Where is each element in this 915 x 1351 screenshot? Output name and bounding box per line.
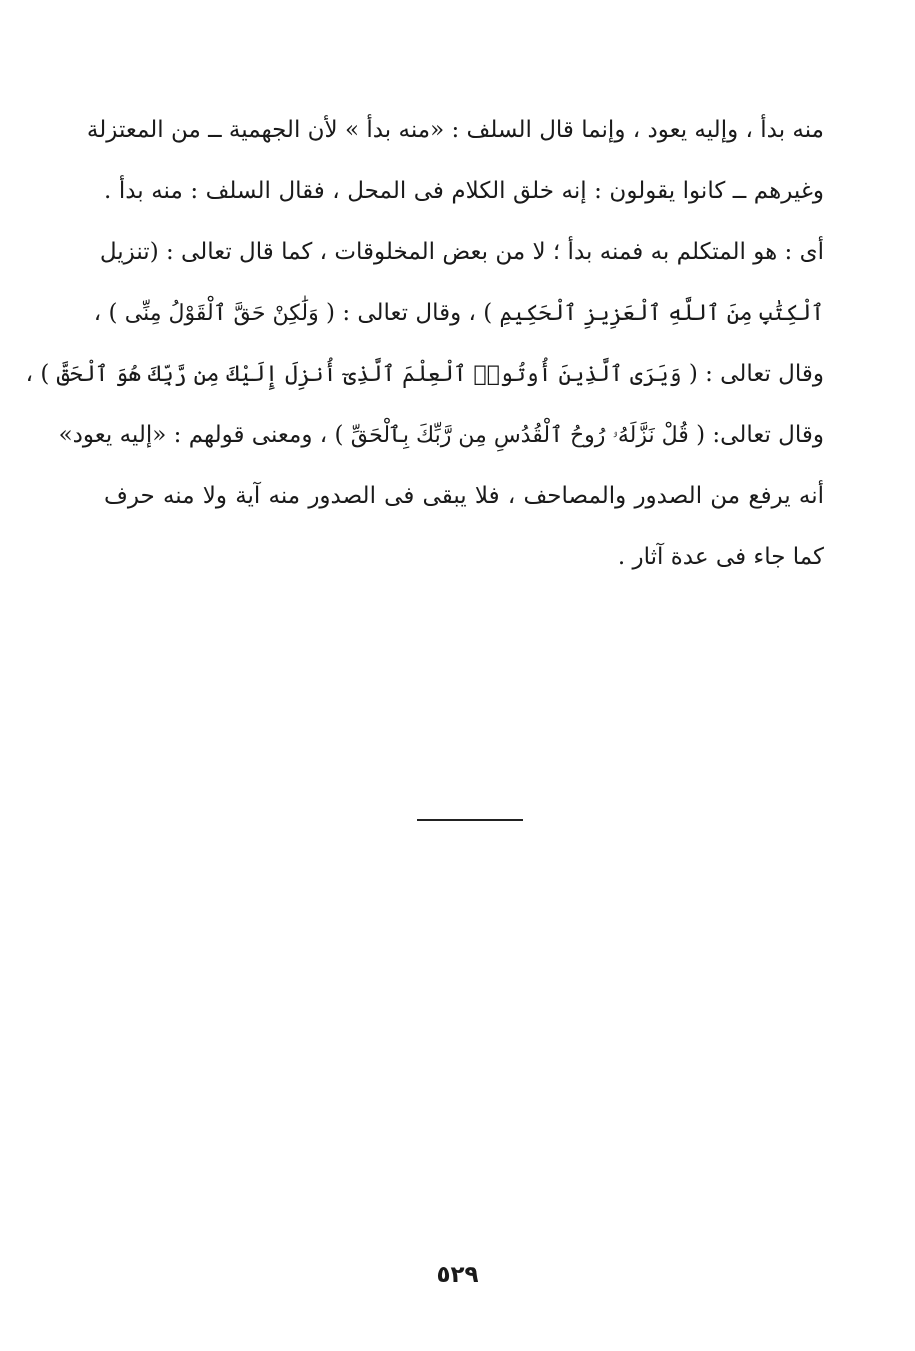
quran-verse-1: ٱلْكِتَٰبِ مِنَ ٱللَّهِ ٱلْعَزِيزِ ٱلْحَكِيمِ [499,301,824,326]
text-line-4 [93,283,824,344]
body-text [25,100,824,588]
text-end: ) ، [25,361,57,387]
text-line-2: وغيرهم ــ كانوا يقولون : إنه خلق الكلام فى المحل ، فقال السلف : منه بدأ . [104,178,824,204]
text-end: ) ، ومعنى قولهم : «إليه يعود» [58,422,351,448]
footnote-separator [417,819,523,821]
text-line-8: كما جاء فى عدة آثار . [617,544,824,570]
text-line-6 [58,405,824,466]
text-end: ) ، [93,300,125,326]
text-line-1: منه بدأ ، وإليه يعود ، وإنما قال السلف : «منه بدأ » لأن الجهمية ــ من المعتزلة [86,117,824,143]
page-number: ٥٢٩ [436,1262,479,1288]
quran-verse-3: وَيَرَى ٱلَّذِينَ أُوتُوا۟ ٱلْعِلْمَ ٱلَّذِىٓ أُنزِلَ إِلَيْكَ مِن رَّبِّكَ هُوَ ٱلْحَقَّ [56,362,682,387]
text-line-5 [25,344,824,405]
text-start: وقال تعالى: ( [688,422,824,448]
text-line-3: أى : هو المتكلم به فمنه بدأ ؛ لا من بعض المخلوقات ، كما قال تعالى : (تنزيل [99,239,824,265]
quran-verse-2: وَلَٰكِنْ حَقَّ ٱلْقَوْلُ مِنِّى [124,301,319,326]
text-line-7: أنه يرفع من الصدور والمصاحف ، فلا يبقى فى الصدور منه آية ولا منه حرف [104,483,824,509]
text-connector: ) ، وقال تعالى : ( [318,300,500,326]
quran-verse-4: قُلْ نَزَّلَهُۥ رُوحُ ٱلْقُدُسِ مِن رَّبِّكَ بِٱلْحَقِّ [350,423,689,448]
text-start: وقال تعالى : ( [681,361,824,387]
